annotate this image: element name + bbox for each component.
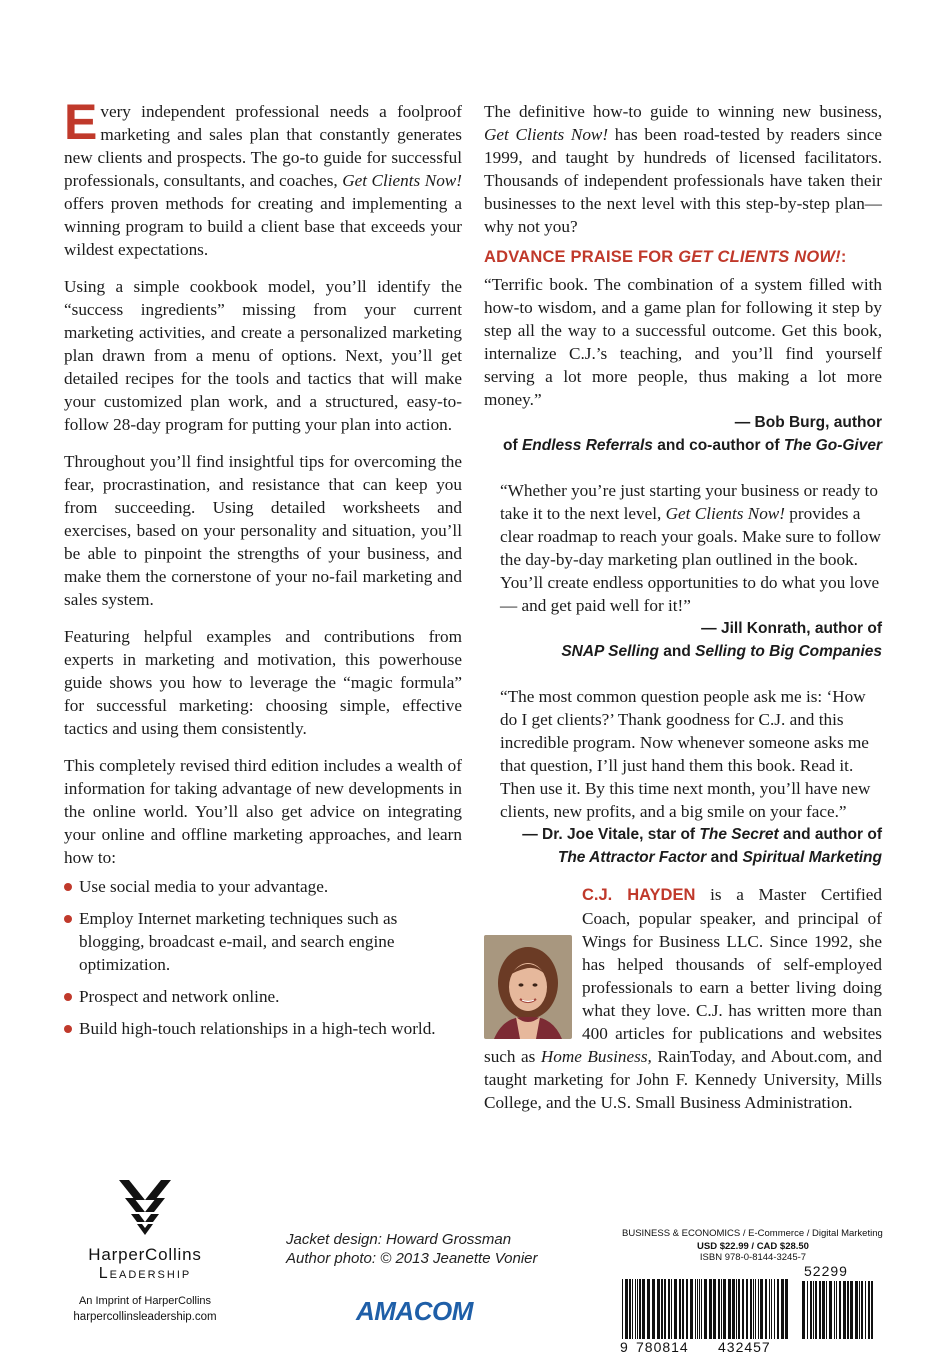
barcode-bar — [865, 1281, 866, 1339]
barcode-bar — [859, 1281, 860, 1339]
list-item: Build high-touch relationships in a high-tech world. — [64, 1017, 462, 1040]
barcode-bar — [746, 1279, 748, 1339]
barcode-bar — [850, 1281, 853, 1339]
barcode-bar — [635, 1279, 636, 1339]
barcode-bar — [718, 1279, 720, 1339]
barcode-bar — [652, 1279, 655, 1339]
barcode-bar — [836, 1281, 837, 1339]
barcode-bar — [807, 1281, 808, 1339]
barcode-bar — [810, 1281, 812, 1339]
barcode-bar — [753, 1279, 754, 1339]
barcode-bar — [855, 1281, 858, 1339]
ean-digits-left: 780814 — [636, 1339, 689, 1355]
jacket-credit: Jacket design: Howard Grossman — [286, 1231, 512, 1248]
barcode-bar — [721, 1279, 722, 1339]
barcode-bar — [657, 1279, 660, 1339]
barcode-area — [622, 1228, 884, 1357]
category-text: BUSINESS & ECONOMICS / E-Commerce / Digital Marketing — [622, 1228, 883, 1239]
barcode-bar — [695, 1279, 696, 1339]
author-photo — [484, 935, 572, 1039]
addon-digits: 52299 — [804, 1263, 848, 1279]
barcode-bar — [813, 1281, 814, 1339]
bullet-dot-icon — [64, 1025, 72, 1033]
imprint-text: An Imprint of HarperCollins — [78, 1295, 212, 1307]
barcode-bar — [829, 1281, 832, 1339]
quote-attribution: — Jill Konrath, author of SNAP Selling and Selling to Big Companies — [561, 620, 882, 660]
barcode-bar — [632, 1279, 633, 1339]
author-bio: C.J. HAYDEN is a Master Certified Coach, popular speaker, and principal of Wings for Business LLC. Since 1992, she has helped thousands of self-employed professionals to earn a better living doing what they love. C.J. has written more than 400 articles for publications and websites such as Home Business, RainToday, and About.com, and taught marketing for John F. Kennedy University, Mills College, and the U.S. Small Business Administration. — [484, 885, 882, 1112]
barcode-bar — [679, 1279, 681, 1339]
amacom-logo: AMACOM — [356, 1296, 473, 1326]
list-item: Prospect and network online. — [64, 985, 462, 1008]
barcode-bar — [871, 1281, 873, 1339]
ean-digits-right: 432457 — [718, 1339, 771, 1355]
barcode — [622, 1265, 884, 1357]
bullet-dot-icon — [64, 883, 72, 891]
barcode-bar — [742, 1279, 744, 1339]
barcode-bar — [701, 1279, 702, 1339]
barcode-bar — [668, 1279, 670, 1339]
barcode-bar — [822, 1281, 825, 1339]
paragraph-cookbook: Using a simple cookbook model, you’ll identify the “success ingredients” missing from your current marketing activities, and create a personalized marketing plan drawn from a menu of options. Next, you’ll get detailed recipes for the tools and tactics that will make your customized plan work, and a structured, easy-to-follow 28-day program for putting your plan into action. — [64, 277, 462, 434]
barcode-bar — [861, 1281, 863, 1339]
barcode-bar — [774, 1279, 775, 1339]
paragraph-third-edition: This completely revised third edition includes a wealth of information for taking advantage of new developments in the online world. You’ll also get advice on integrating your online and offline marketing approaches, and learn how to: — [64, 756, 462, 867]
barcode-bar — [765, 1279, 767, 1339]
barcode-bar — [785, 1279, 788, 1339]
praise-heading: ADVANCE PRAISE FOR GET CLIENTS NOW!: — [484, 248, 847, 266]
barcode-bar — [674, 1279, 677, 1339]
barcode-bar — [736, 1279, 737, 1339]
barcode-bar — [704, 1279, 707, 1339]
barcode-bar — [639, 1279, 641, 1339]
barcode-bar — [868, 1281, 870, 1339]
drop-cap: E — [64, 94, 98, 150]
photo-credit: Author photo: © 2013 Jeanette Vonier — [286, 1250, 538, 1267]
barcode-bar — [847, 1281, 849, 1339]
barcode-bar — [723, 1279, 726, 1339]
barcode-bar — [622, 1279, 623, 1339]
right-column — [484, 100, 882, 1114]
author-name: C.J. HAYDEN — [582, 886, 696, 904]
bullet-dot-icon — [64, 993, 72, 1001]
list-item: Employ Internet marketing techniques such as blogging, broadcast e-mail, and search engine optimization. — [64, 907, 462, 976]
barcode-bar — [781, 1279, 784, 1339]
paragraph-examples: Featuring helpful examples and contributions from experts in marketing and motivation, this powerhouse guide shows you how to leverage the “magic formula” for successful marketing: choosing simple, effective tactics and using them consistently. — [64, 627, 462, 738]
harpercollins-wings-icon — [115, 1178, 175, 1236]
harpercollins-leadership-logo — [50, 1178, 240, 1323]
barcode-bar — [738, 1279, 740, 1339]
left-column — [64, 94, 462, 1049]
barcode-bar — [819, 1281, 821, 1339]
barcode-bar — [802, 1281, 805, 1339]
publisher-name: HarperCollins — [88, 1245, 202, 1264]
quote-attribution: — Dr. Joe Vitale, star of The Secret and author of The Attractor Factor and Spiritual Marketing — [522, 826, 882, 866]
author-portrait-icon — [484, 935, 572, 1039]
list-item: Use social media to your advantage. — [64, 875, 462, 898]
quote-attribution: — Bob Burg, author of Endless Referrals and co-author of The Go-Giver — [503, 414, 882, 454]
barcode-bar — [750, 1279, 752, 1339]
barcode-bar — [732, 1279, 735, 1339]
barcode-bar — [699, 1279, 700, 1339]
barcode-bar — [642, 1279, 645, 1339]
isbn-text: ISBN 978-0-8144-3245-7 — [699, 1252, 807, 1263]
barcode-bar — [637, 1279, 638, 1339]
barcode-bar — [664, 1279, 666, 1339]
publisher-url: harpercollinsleadership.com — [73, 1311, 217, 1323]
barcode-bar — [629, 1279, 631, 1339]
credits — [286, 1230, 538, 1268]
barcode-bar — [771, 1279, 772, 1339]
intro-paragraph: Every independent professional needs a foolproof marketing and sales plan that constantly generates new clients and prospects. The go-to guide for successful professionals, consultants, and coaches, Get Clients Now! offers proven methods for creating and implementing a winning program to build a client base that exceeds your wildest expectations. — [64, 94, 462, 259]
barcode-bar — [682, 1279, 684, 1339]
bullet-dot-icon — [64, 915, 72, 923]
barcode-bar — [671, 1279, 672, 1339]
barcode-bar — [697, 1279, 698, 1339]
publisher-subname: Leadership — [98, 1265, 192, 1282]
barcode-bar — [843, 1281, 846, 1339]
barcode-bar — [686, 1279, 688, 1339]
barcode-bar — [755, 1279, 756, 1339]
barcode-bar — [758, 1279, 759, 1339]
barcode-bar — [728, 1279, 731, 1339]
barcode-bar — [690, 1279, 693, 1339]
feature-list — [64, 875, 462, 1040]
barcode-bar — [815, 1281, 817, 1339]
quote-jill-konrath: “Whether you’re just starting your business or ready to take it to the next level, Get Clients Now! provides a clear roadmap to reach your goals. Make sure to follow the day-by-day marketing plan outlined in the book. You’ll create endless opportunities to do what you love — and get paid well for it!” — Jill Konrath, author of SNAP Selling and Selling to Big Companies — [484, 479, 882, 663]
price-text: USD $22.99 / CAD $28.50 — [697, 1241, 809, 1252]
barcode-bar — [709, 1279, 712, 1339]
barcode-bar — [661, 1279, 663, 1339]
barcode-bar — [826, 1281, 827, 1339]
quote-bob-burg: “Terrific book. The combination of a system filled with how-to wisdom, and a game plan for following it step by step all the way to a successful outcome. Get this book, internalize C.J.’s teaching, and you’ll find yourself serving a lot more people, thus making a lot more money.” — Bob Burg, author of Endless Referrals and co-author of The Go-Giver — [484, 273, 882, 457]
barcode-bar — [760, 1279, 763, 1339]
definitive-guide-paragraph: The definitive how-to guide to winning new business, Get Clients Now! has been road-tested by readers since 1999, and taught by hundreds of licensed facilitators. Thousands of independent professionals have taken their businesses to the next level with this step-by-step plan—why not you? — [484, 102, 883, 236]
ean-digit-first: 9 — [620, 1339, 629, 1355]
barcode-bar — [834, 1281, 835, 1339]
barcode-bar — [625, 1279, 628, 1339]
barcode-bar — [713, 1279, 716, 1339]
barcode-bar — [769, 1279, 770, 1339]
barcode-bar — [647, 1279, 650, 1339]
barcode-bar — [777, 1279, 779, 1339]
quote-joe-vitale: “The most common question people ask me is: ‘How do I get clients?’ Thank goodness for C.J. and this incredible program. Now whenever someone asks me that question, I’ll just hand them this book. Read it. Then use it. By this time next month, you’ll have new clients, new profits, and a big smile on your face.” — Dr. Joe Vitale, star of The Secret and author of The Attractor Factor and Spiritual Marketing — [484, 685, 882, 869]
addon-barcode-icon — [802, 1281, 878, 1339]
paragraph-tips: Throughout you’ll find insightful tips for overcoming the fear, procrastination, and resistance that can keep you from succeeding. Using detailed worksheets and exercises, based on your personality and situation, you’ll be able to pinpoint the strengths of your business, and make them the cornerstone of your no-fail marketing and sales system. — [64, 452, 462, 609]
barcode-bar — [839, 1281, 841, 1339]
